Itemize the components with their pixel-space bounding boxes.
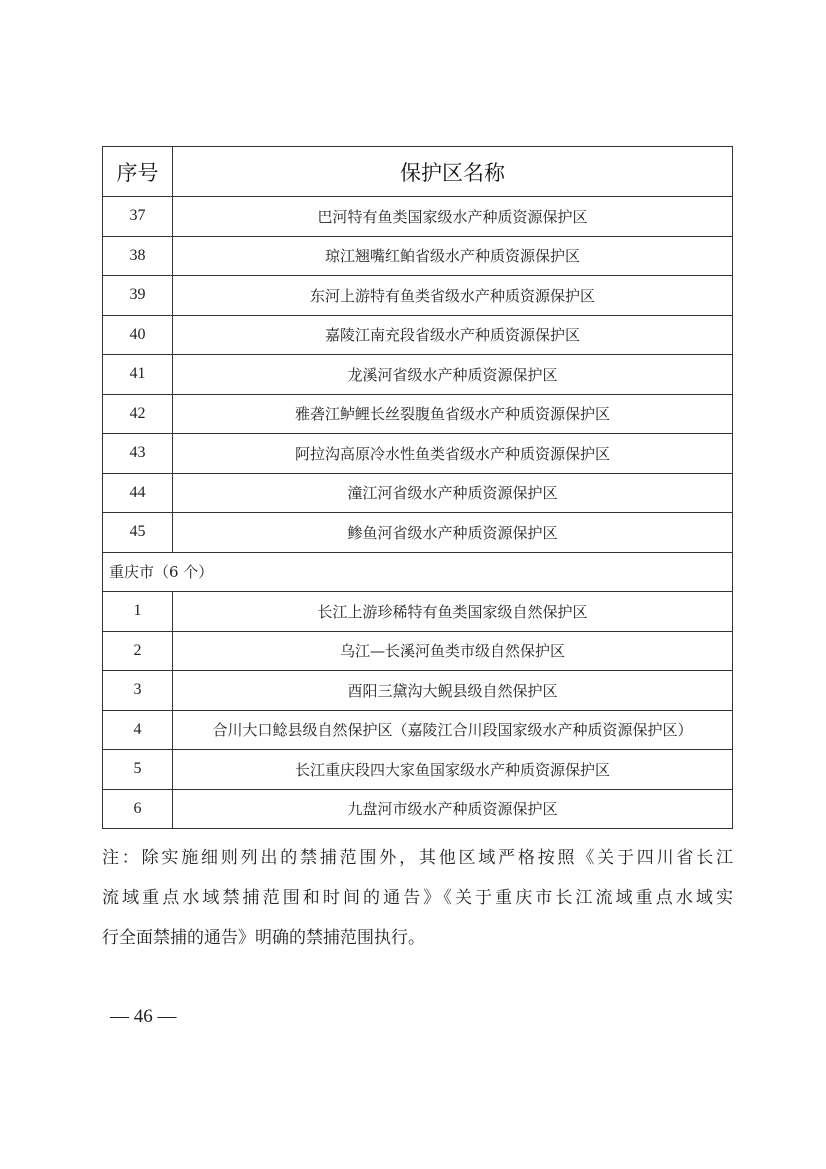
- row-serial: 37: [103, 197, 173, 237]
- header-serial: 序号: [103, 147, 173, 197]
- table-row: [103, 750, 733, 790]
- row-area-name: 潼江河省级水产种质资源保护区: [173, 473, 733, 513]
- footnote: [102, 848, 733, 968]
- row-area-name: 鲹鱼河省级水产种质资源保护区: [173, 513, 733, 553]
- row-serial: 6: [103, 789, 173, 829]
- table-row: [103, 671, 733, 711]
- row-serial: 3: [103, 671, 173, 711]
- row-serial: 2: [103, 631, 173, 671]
- table-row: [103, 355, 733, 395]
- row-serial: 38: [103, 236, 173, 276]
- row-area-name: 琼江翘嘴红鲌省级水产种质资源保护区: [173, 236, 733, 276]
- row-serial: 5: [103, 750, 173, 790]
- row-area-name: 乌江—长溪河鱼类市级自然保护区: [173, 631, 733, 671]
- row-area-name: 东河上游特有鱼类省级水产种质资源保护区: [173, 276, 733, 316]
- table-row: [103, 473, 733, 513]
- table-row: [103, 710, 733, 750]
- row-area-name: 巴河特有鱼类国家级水产种质资源保护区: [173, 197, 733, 237]
- table-row: [103, 434, 733, 474]
- table-row: [103, 513, 733, 553]
- footnote-line: 流域重点水域禁捕范围和时间的通告》《关于重庆市长江流域重点水域实: [102, 888, 733, 908]
- table-row: [103, 631, 733, 671]
- row-area-name: 合川大口鲶县级自然保护区（嘉陵江合川段国家级水产种质资源保护区）: [173, 710, 733, 750]
- row-serial: 4: [103, 710, 173, 750]
- row-serial: 45: [103, 513, 173, 553]
- row-area-name: 长江重庆段四大家鱼国家级水产种质资源保护区: [173, 750, 733, 790]
- table-row: [103, 197, 733, 237]
- row-area-name: 九盘河市级水产种质资源保护区: [173, 789, 733, 829]
- row-serial: 43: [103, 434, 173, 474]
- row-area-name: 酉阳三黛沟大鲵县级自然保护区: [173, 671, 733, 711]
- page-number: — 46 —: [110, 1006, 177, 1027]
- table-row: [103, 236, 733, 276]
- table-row: [103, 394, 733, 434]
- group-label-chongqing: 重庆市（6 个）: [103, 552, 733, 592]
- header-name: 保护区名称: [173, 147, 733, 197]
- footnote-line: 行全面禁捕的通告》明确的禁捕范围执行。: [102, 928, 425, 948]
- table-row: [103, 592, 733, 632]
- row-area-name: 阿拉沟高原冷水性鱼类省级水产种质资源保护区: [173, 434, 733, 474]
- footnote-line: 注：除实施细则列出的禁捕范围外，其他区域严格按照《关于四川省长江: [102, 848, 733, 868]
- row-area-name: 雅砻江鲈鲤长丝裂腹鱼省级水产种质资源保护区: [173, 394, 733, 434]
- table-header-row: [103, 147, 733, 197]
- row-serial: 40: [103, 315, 173, 355]
- protected-area-table: [102, 146, 733, 829]
- row-serial: 44: [103, 473, 173, 513]
- row-serial: 42: [103, 394, 173, 434]
- row-area-name: 龙溪河省级水产种质资源保护区: [173, 355, 733, 395]
- table-row: [103, 276, 733, 316]
- table-row: [103, 789, 733, 829]
- row-serial: 1: [103, 592, 173, 632]
- row-area-name: 长江上游珍稀特有鱼类国家级自然保护区: [173, 592, 733, 632]
- group-row: [103, 552, 733, 592]
- row-serial: 39: [103, 276, 173, 316]
- table-row: [103, 315, 733, 355]
- row-serial: 41: [103, 355, 173, 395]
- row-area-name: 嘉陵江南充段省级水产种质资源保护区: [173, 315, 733, 355]
